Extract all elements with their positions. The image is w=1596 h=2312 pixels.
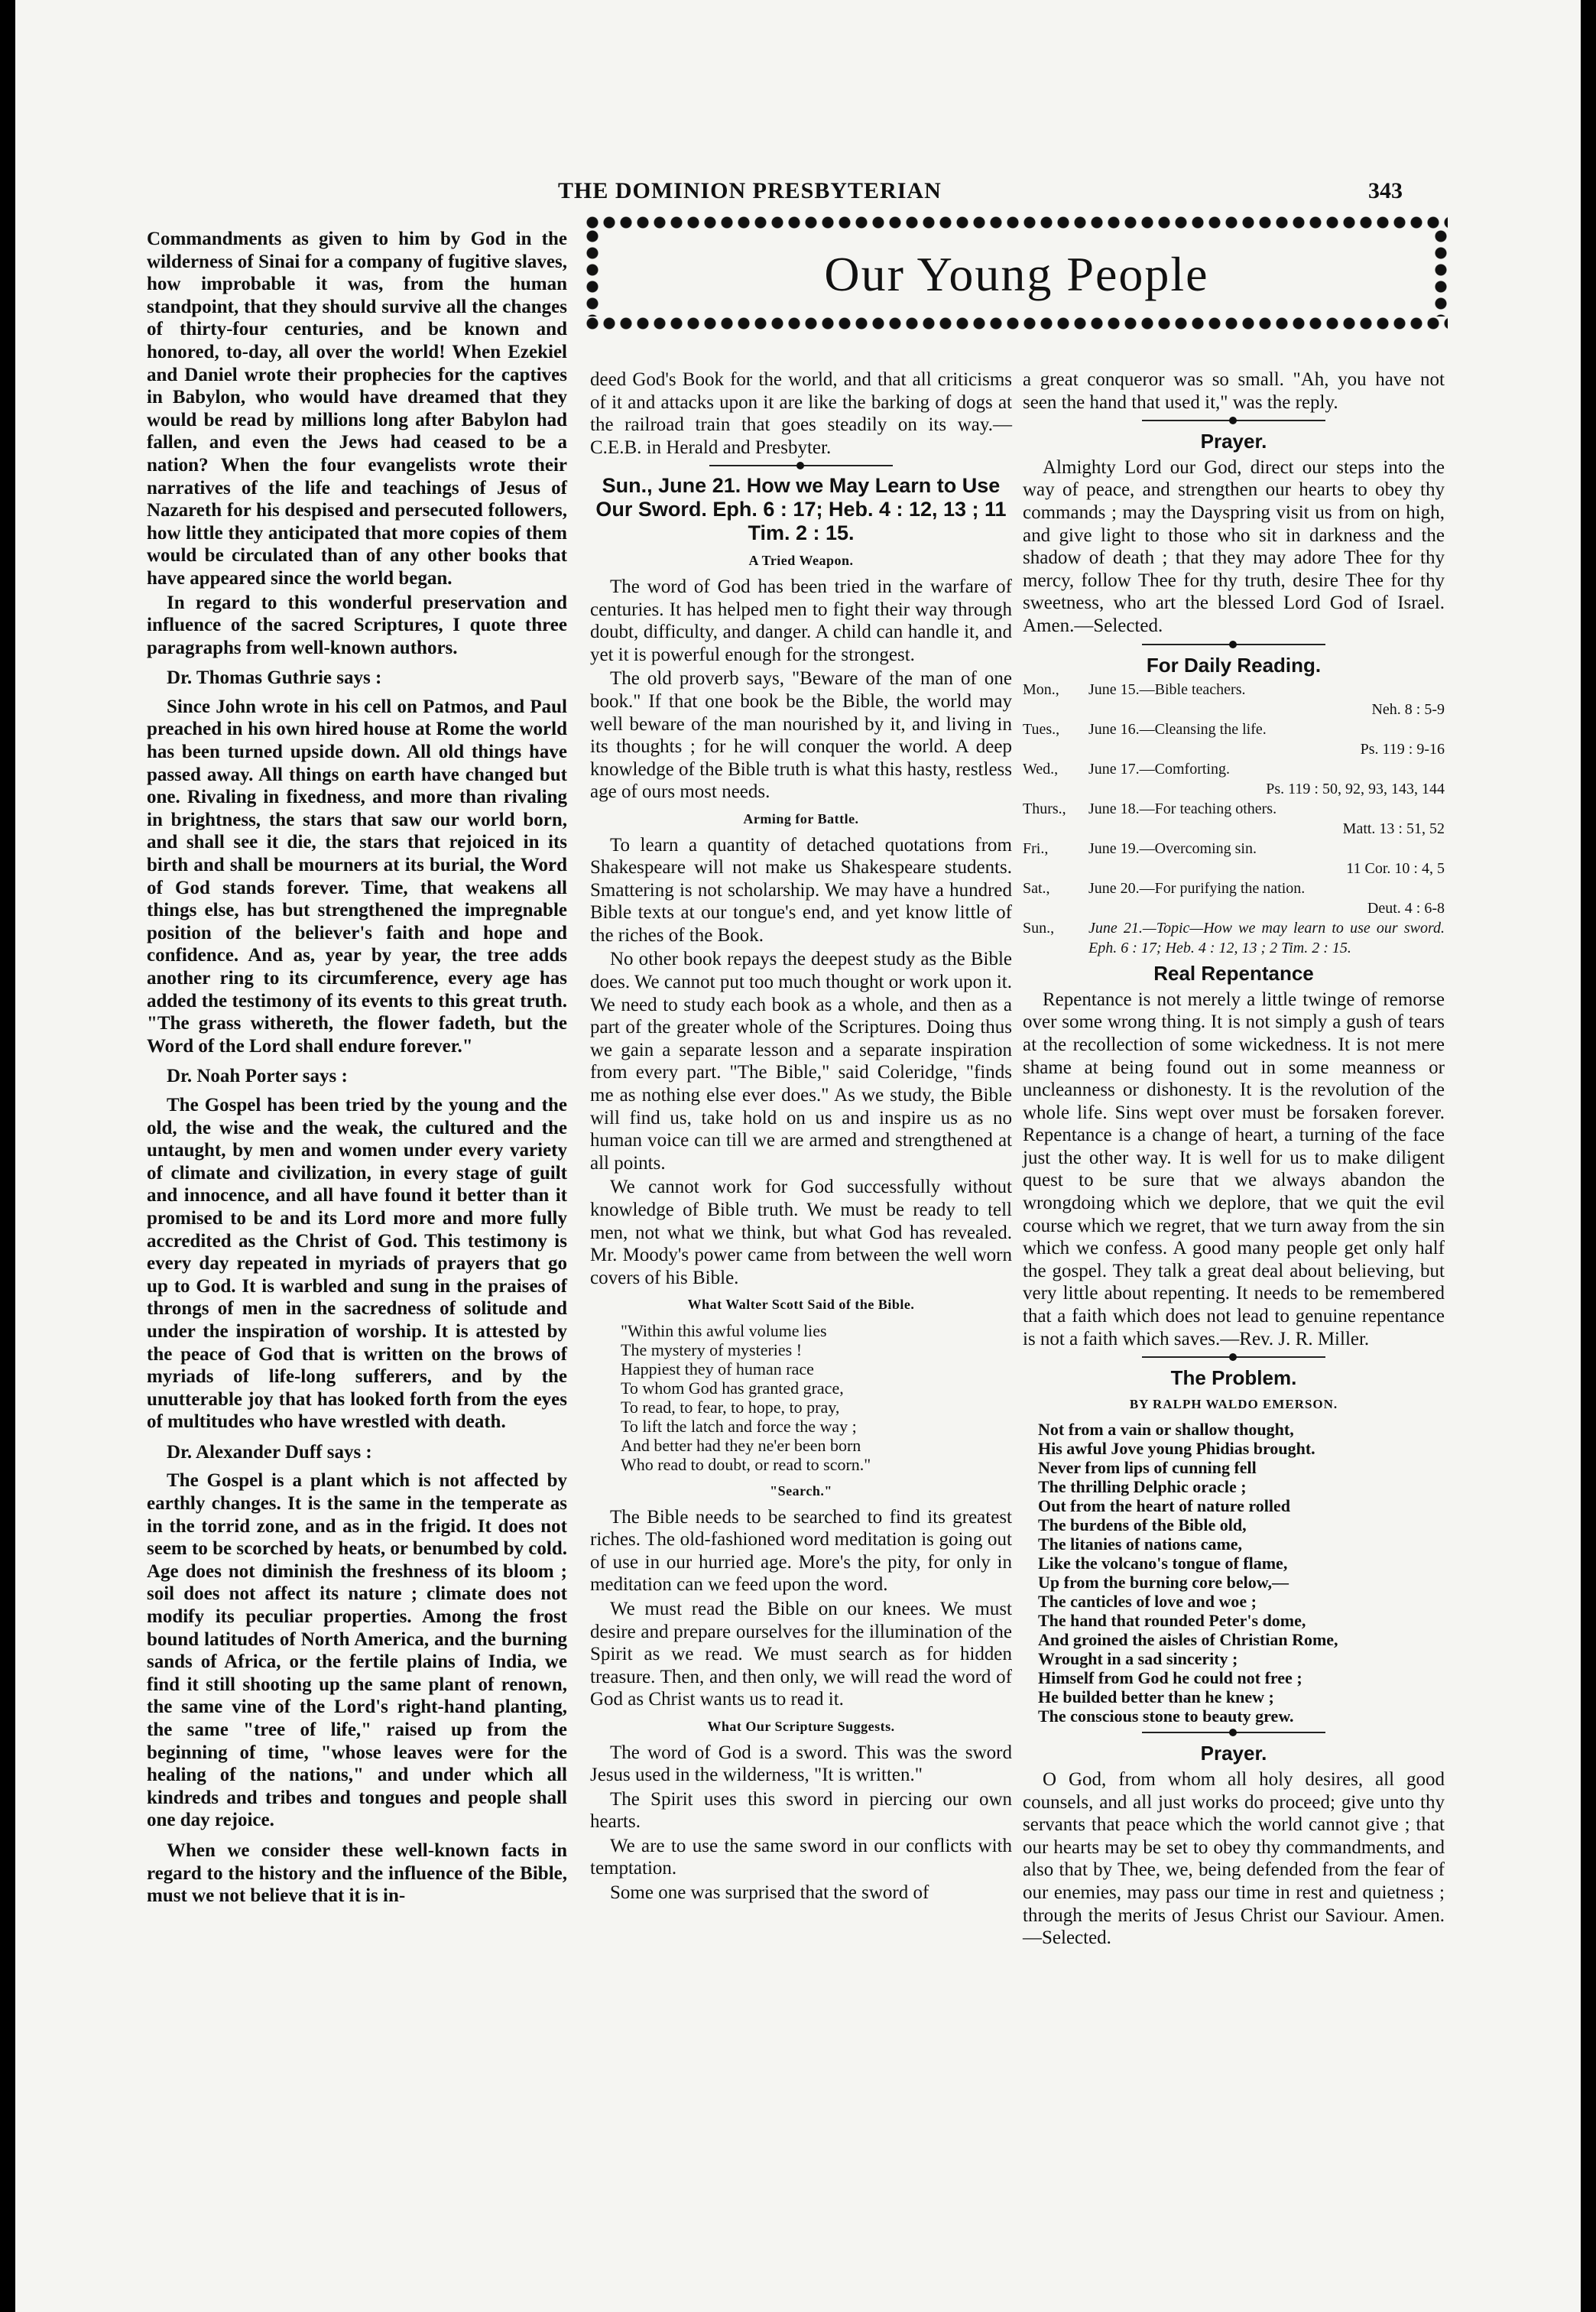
reading-entry bbox=[1023, 759, 1445, 799]
poem bbox=[1038, 1420, 1445, 1726]
poem-line: Up from the burning core below,— bbox=[1038, 1573, 1289, 1593]
section-heading: Prayer. bbox=[1200, 430, 1267, 453]
column-right bbox=[1023, 369, 1445, 1951]
paragraph: To learn a quantity of detached quotations from Shakespeare will not make us Shakespeare students. Smattering is not scholarship. We may have a hundred Bible texts at our tongue's end, and yet know little of the riches of the Book. bbox=[590, 834, 1012, 946]
poem-line: And groined the aisles of Christian Rome, bbox=[1038, 1630, 1338, 1650]
poem-line: To whom God has granted grace, bbox=[621, 1378, 844, 1398]
reading-entry bbox=[1023, 799, 1445, 839]
poem-line: His awful Jove young Phidias brought. bbox=[1038, 1439, 1315, 1459]
quote-paragraph: Since John wrote in his cell on Patmos, and Paul preached in his own hired house at Rome the world has been turned upside down. All old things have passed away. All things on earth have changed but one. Rivaling in fixedness, and more than rivaling in brightness, the stars that saw our world born, and shall see it die, the stars that rejoiced in its birth and shall be mourners at its burial, the Word of God stands forever. Time, that weakens all things else, has but strengthened the impregnable position of the believer's faith and hope and confidence. And as, year by year, the tree adds another ring to its circumference, every age has added the testimony of its events to this great truth. "The grass withereth, the flower fadeth, but the Word of the Lord shall endure forever." bbox=[147, 696, 567, 1057]
paragraph: We are to use the same sword in our conflicts with temptation. bbox=[590, 1835, 1012, 1879]
poem-line: The burdens of the Bible old, bbox=[1038, 1515, 1247, 1535]
reading-ref: Ps. 119 : 50, 92, 93, 143, 144 bbox=[1266, 781, 1445, 798]
dotted-border-top bbox=[586, 216, 1448, 229]
reading-day: Sun., bbox=[1023, 920, 1055, 937]
paragraph: a great conqueror was so small. "Ah, you have not seen the hand that used it," was the reply. bbox=[1023, 369, 1445, 413]
reading-text: June 19.—Overcoming sin. bbox=[1088, 840, 1257, 858]
reading-entry bbox=[1023, 719, 1445, 759]
paragraph: The Bible needs to be searched to find its greatest riches. The old-fashioned word meditation is going out of use in our hurried age. More's the pity, for only in meditation can we feed upon the word. bbox=[590, 1506, 1012, 1596]
poem-line: The conscious stone to beauty grew. bbox=[1038, 1706, 1294, 1726]
subheading: What Walter Scott Said of the Bible. bbox=[687, 1297, 915, 1313]
reading-entry bbox=[1023, 839, 1445, 878]
poem-line: Out from the heart of nature rolled bbox=[1038, 1496, 1290, 1516]
reading-entry bbox=[1023, 918, 1445, 958]
reading-entry bbox=[1023, 878, 1445, 918]
dotted-border-bottom bbox=[586, 317, 1448, 330]
subheading: Arming for Battle. bbox=[743, 810, 859, 826]
subheading: "Search." bbox=[770, 1482, 832, 1499]
poem-line: Happiest they of human race bbox=[621, 1359, 814, 1378]
poem-line: Never from lips of cunning fell bbox=[1038, 1458, 1257, 1478]
running-title: THE DOMINION PRESBYTERIAN bbox=[558, 178, 942, 203]
poem-line: To read, to fear, to hope, to pray, bbox=[621, 1397, 840, 1417]
paragraph: The word of God has been tried in the warfare of centuries. It has helped men to fight their way through doubt, difficulty, and danger. A child can handle it, and yet it is powerful enough for the strongest. bbox=[590, 576, 1012, 665]
paragraph: When we consider these well-known facts in regard to the history and the influence of the Bible, must we not believe that it is in- bbox=[147, 1840, 567, 1907]
section-heading: The Problem. bbox=[1170, 1366, 1297, 1390]
paragraph: We must read the Bible on our knees. We must desire and prepare ourselves for the illumination of the Spirit as we read. We must search as for hidden treasure. Then, and then only, we will read the word of God as Christ wants us to read it. bbox=[590, 1598, 1012, 1710]
reading-day: Wed., bbox=[1023, 761, 1059, 778]
paragraph: deed God's Book for the world, and that all criticisms of it and attacks upon it are like the barking of dogs at the railroad train that goes steadily on its way.—C.E.B. in Herald and Presbyter. bbox=[590, 369, 1012, 458]
paragraph: Some one was surprised that the sword of bbox=[610, 1882, 929, 1904]
reading-text: June 18.—For teaching others. bbox=[1088, 800, 1277, 818]
poem-line: Who read to doubt, or read to scorn." bbox=[621, 1454, 871, 1474]
poem-line: Like the volcano's tongue of flame, bbox=[1038, 1554, 1288, 1573]
reading-day: Fri., bbox=[1023, 840, 1049, 858]
reading-text: June 20.—For purifying the nation. bbox=[1088, 880, 1306, 898]
reading-ref: 11 Cor. 10 : 4, 5 bbox=[1346, 860, 1445, 878]
reading-ref: Neh. 8 : 5-9 bbox=[1371, 701, 1445, 719]
paragraph: The word of God is a sword. This was the sword Jesus used in the wilderness, "It is written." bbox=[590, 1742, 1012, 1786]
section-divider bbox=[709, 465, 893, 471]
daily-readings bbox=[1023, 680, 1445, 958]
section-heading: For Daily Reading. bbox=[1146, 653, 1322, 677]
section-heading: Prayer. bbox=[1200, 1742, 1267, 1765]
paragraph: In regard to this wonderful preservation and influence of the sacred Scriptures, I quote three paragraphs from well-known authors. bbox=[147, 592, 567, 658]
reading-day: Sat., bbox=[1023, 880, 1050, 898]
poem-line: And better had they ne'er been born bbox=[621, 1435, 861, 1455]
poem-line: The canticles of love and woe ; bbox=[1038, 1592, 1257, 1612]
quote-attribution: Dr. Noah Porter says : bbox=[167, 1066, 348, 1087]
reading-day: Mon., bbox=[1023, 681, 1059, 699]
paragraph: Almighty Lord our God, direct our steps into the way of peace, and strengthen our hearts to obey thy commands ; may the Dayspring visit us from on high, and give light to those who sit in darkness and the shadow of death ; that they may adore Thee for thy mercy, follow Thee for thy truth, desire Thee for thy sweetness, who art the blessed Lord God of Israel. Amen.—Selected. bbox=[1023, 456, 1445, 636]
section-divider bbox=[1142, 1356, 1325, 1362]
section-title: Our Young People bbox=[824, 247, 1209, 301]
lesson-heading: Sun., June 21. How we May Learn to Use Our Sword. Eph. 6 : 17; Heb. 4 : 12, 13 ; 11 Tim. 2 : 15. bbox=[595, 474, 1007, 545]
section-divider bbox=[1142, 420, 1325, 426]
reading-text: June 15.—Bible teachers. bbox=[1088, 681, 1246, 699]
section-banner bbox=[586, 216, 1448, 330]
paragraph: O God, from whom all holy desires, all good counsels, and all just works do proceed; give unto thy servants that peace which the world cannot give ; that our hearts may be set to obey thy commandments, and also that by Thee, we, being defended from the fear of our enemies, may pass our time in rest and quietness ; through the merits of Jesus Christ our Saviour. Amen.—Selected. bbox=[1023, 1769, 1445, 1949]
poem-line: The thrilling Delphic oracle ; bbox=[1038, 1477, 1247, 1497]
paragraph: Repentance is not merely a little twinge of remorse over some wrong thing. It is not simply a gush of tears at the recollection of some wickedness. It is not mere shame at being found out in some meanness or uncleanness or dishonesty. It is the revolution of the whole life. Sins wept over must be forsaken forever. Repentance is a change of heart, a turning of the face just the other way. It is well for us to make diligent quest to be sure that we always abandon the wrongdoing which we deplore, that we quit the evil course which we regret, that we turn away from the sin which we confess. A good many people get only half the gospel. They talk a great deal about believing, but very little about repenting. It needs to be remembered that a faith which does not lead to genuine repentance is not a faith which saves.—Rev. J. R. Miller. bbox=[1023, 989, 1445, 1349]
poem-line: Himself from God he could not free ; bbox=[1038, 1668, 1302, 1688]
poem-line: "Within this awful volume lies bbox=[621, 1320, 827, 1340]
poem bbox=[621, 1321, 1012, 1474]
reading-day: Thurs., bbox=[1023, 800, 1066, 818]
quote-attribution: Dr. Alexander Duff says : bbox=[167, 1441, 372, 1463]
paragraph: We cannot work for God successfully without knowledge of Bible truth. We must be ready to tell men, not what we think, but what God has revealed. Mr. Moody's power came from between the well worn covers of his Bible. bbox=[590, 1177, 1012, 1288]
paragraph: Commandments as given to him by God in the wilderness of Sinai for a company of fugitive slaves, how improbable it was, from the human standpoint, that they should survive all the changes of thirty-four centuries, and be known and honored, to-day, all over the world! When Ezekiel and Daniel wrote their prophecies for the captives in Babylon, who would have dreamed that they would be read by millions long after Babylon had fallen, and even the Jews had ceased to be a nation? When the four evangelists wrote their narratives of the life and teachings of Jesus of Nazareth for his despised and persecuted followers, how little they anticipated that more copies of them would be circulated than of any other books that have appeared since the world began. bbox=[147, 229, 567, 589]
quote-paragraph: The Gospel has been tried by the young and the old, the wise and the weak, the cultured and the untaught, by men and women under every variety of climate and civilization, in every stage of guilt and innocence, and all have found it better than it promised to be and its Lord more and more fully accredited as the Christ of God. This testimony is every day repeated in myriads of prayers that go up to God. It is warbled and sung in the praises of throngs of men in the sacredness of solitude and under the inspiration of worship. It is attested by the peace of God that is written on the brows of myriads of life-long sufferers, and by the unutterable joy that has looked forth from the eyes of multitudes who have wrestled with death. bbox=[147, 1094, 567, 1433]
reading-text: June 21.—Topic—How we may learn to use our sword. Eph. 6 : 17; Heb. 4 : 12, 13 ; 2 Tim. 2 : 15. bbox=[1088, 920, 1445, 957]
poem-line: The mystery of mysteries ! bbox=[621, 1339, 803, 1359]
reading-ref: Deut. 4 : 6-8 bbox=[1367, 900, 1445, 917]
paragraph: The old proverb says, "Beware of the man of one book." If that one book be the Bible, the world may well beware of the man nourished by it, and living in its thoughts ; for he will conquer the world. A deep knowledge of the Bible truth is what this hasty, restless age of ours most needs. bbox=[590, 668, 1012, 803]
reading-day: Tues., bbox=[1023, 721, 1060, 739]
reading-text: June 17.—Comforting. bbox=[1088, 761, 1230, 778]
quote-paragraph: The Gospel is a plant which is not affected by earthly changes. It is the same in the temperate as in the torrid zone, and as in the frigid. It does not seem to be scorched by heats, or benumbed by cold. Age does not diminish the freshness of its bloom ; soil does not affect its nature ; climate does not modify its peculiar properties. Among the frost bound latitudes of North America, and the burning sands of Africa, or the fertile plains of India, we find it still shooting up the same plant of renown, the same vine of the Lord's right-hand planting, the same "tree of life," raised up from the beginning of time, "whose leaves were for the healing of the nations," and under which all kindreds and tribes and tongues and people shall one day rejoice. bbox=[147, 1470, 567, 1831]
poem-line: The litanies of nations came, bbox=[1038, 1534, 1243, 1554]
paragraph: No other book repays the deepest study as the Bible does. We cannot put too much thought or work upon it. We need to study each book as a whole, and then as a part of the greater whole of the Scriptures. Doing thus we gain a separate lesson and a separate inspiration from every part. "The Bible," said Coleridge, "finds me as nothing else ever does." As we study, the Bible will find us, take hold on us and inspire us as no human voice can till we are armed and strengthened at all points. bbox=[590, 949, 1012, 1174]
section-divider bbox=[1142, 1732, 1325, 1738]
section-heading: Real Repentance bbox=[1153, 962, 1314, 986]
poem-line: Wrought in a sad sincerity ; bbox=[1038, 1649, 1238, 1669]
poem-line: Not from a vain or shallow thought, bbox=[1038, 1420, 1294, 1440]
section-divider bbox=[1142, 644, 1325, 650]
reading-ref: Ps. 119 : 9-16 bbox=[1360, 741, 1445, 758]
subheading: A Tried Weapon. bbox=[748, 553, 854, 569]
poem-line: To lift the latch and force the way ; bbox=[621, 1416, 857, 1436]
page-header bbox=[15, 178, 1581, 209]
quote-attribution: Dr. Thomas Guthrie says : bbox=[167, 667, 382, 689]
subheading: What Our Scripture Suggests. bbox=[707, 1718, 895, 1734]
poem-line: He builded better than he knew ; bbox=[1038, 1687, 1274, 1707]
reading-entry bbox=[1023, 680, 1445, 719]
poem-line: The hand that rounded Peter's dome, bbox=[1038, 1611, 1306, 1631]
paragraph: The Spirit uses this sword in piercing our own hearts. bbox=[590, 1788, 1012, 1833]
column-middle bbox=[590, 369, 1012, 1906]
reading-text: June 16.—Cleansing the life. bbox=[1088, 721, 1267, 739]
column-left bbox=[147, 228, 567, 1909]
page-number: 343 bbox=[1368, 178, 1403, 203]
byline: BY RALPH WALDO EMERSON. bbox=[1129, 1396, 1338, 1411]
page bbox=[15, 0, 1581, 2312]
reading-ref: Matt. 13 : 51, 52 bbox=[1342, 820, 1445, 838]
